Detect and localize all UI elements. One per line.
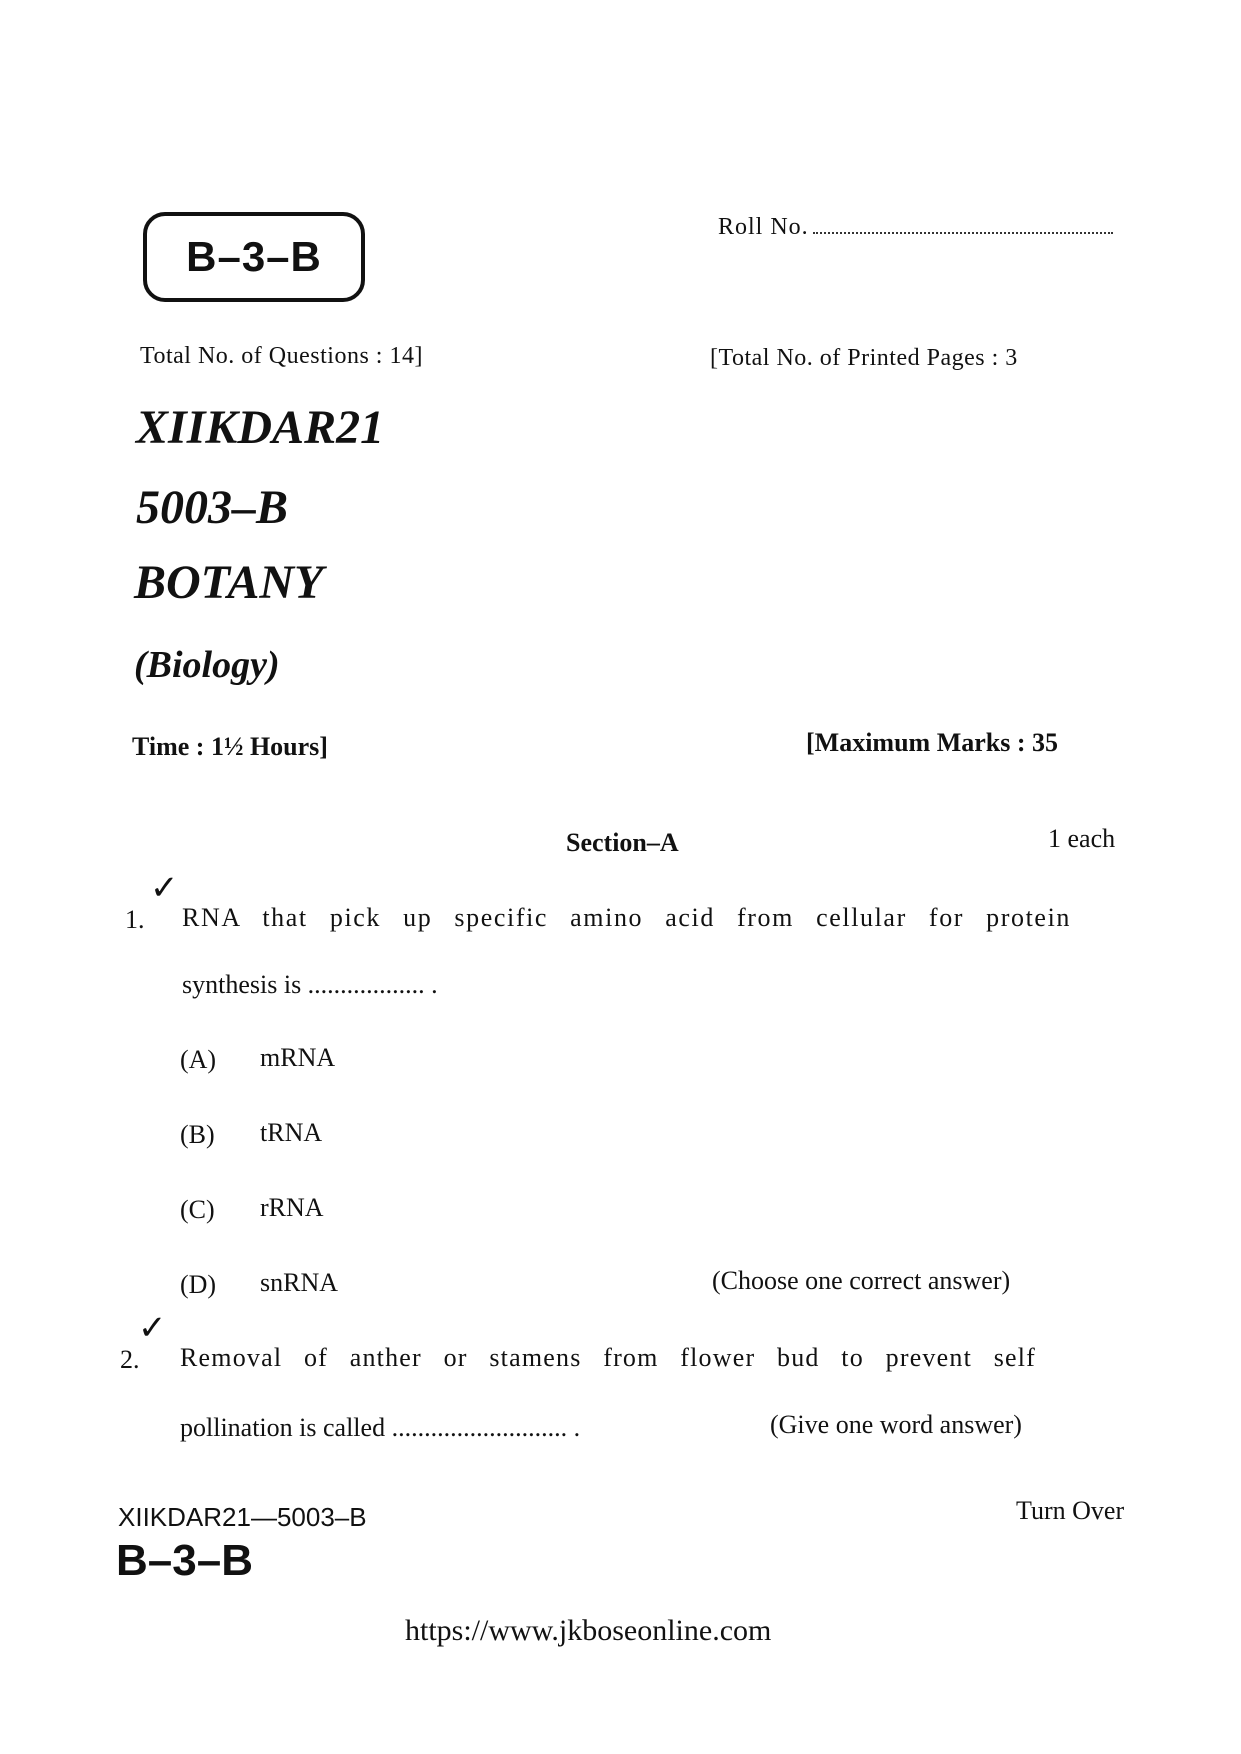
q1-option-b: tRNA [260,1118,323,1147]
q1-option-a-letter: (A) [180,1045,217,1074]
handwritten-tick: ✓ [150,870,179,907]
turn-over: Turn Over [1016,1496,1125,1525]
maximum-marks: [Maximum Marks : 35 [806,728,1059,757]
section-title: Section–A [566,828,679,857]
q1-option-a: mRNA [260,1043,336,1072]
question-1-number: 1. [125,905,145,934]
q1-option-d: snRNA [260,1268,339,1297]
footer-code: XIIKDAR21—5003–B [118,1502,367,1532]
section-marks: 1 each [1048,824,1116,853]
question-1-line1: RNA that pick up specific amino acid from cellular for protein [182,903,1071,932]
paper-code-box: B–3–B [143,212,365,302]
time-allowed: Time : 1½ Hours] [132,732,328,761]
question-1-line2: synthesis is .................. . [182,970,438,999]
roll-no-blank [813,214,1113,234]
question-2-line1: Removal of anther or stamens from flower bud to prevent self [180,1343,1037,1372]
subject-subtitle: (Biology) [134,644,280,686]
question-2-instruction: (Give one word answer) [770,1410,1022,1439]
exam-code: XIIKDAR21 [136,401,385,454]
subject-title: BOTANY [134,556,324,609]
q1-option-d-letter: (D) [180,1270,217,1299]
q1-option-c: rRNA [260,1193,324,1222]
q1-option-c-letter: (C) [180,1195,215,1224]
footer-url[interactable]: https://www.jkboseonline.com [405,1614,772,1647]
handwritten-tick: ✓ [138,1310,167,1347]
total-questions: Total No. of Questions : 14] [140,343,423,369]
q1-option-b-letter: (B) [180,1120,215,1149]
question-1-instruction: (Choose one correct answer) [712,1266,1011,1295]
question-2-line2: pollination is called ........................... . [180,1413,581,1442]
roll-no [718,214,1113,241]
total-pages: [Total No. of Printed Pages : 3 [710,345,1018,371]
subject-code: 5003–B [136,481,289,534]
question-2-number: 2. [120,1345,140,1374]
footer-box-code: B–3–B [116,1536,253,1585]
roll-no-label: Roll No. [718,214,809,240]
